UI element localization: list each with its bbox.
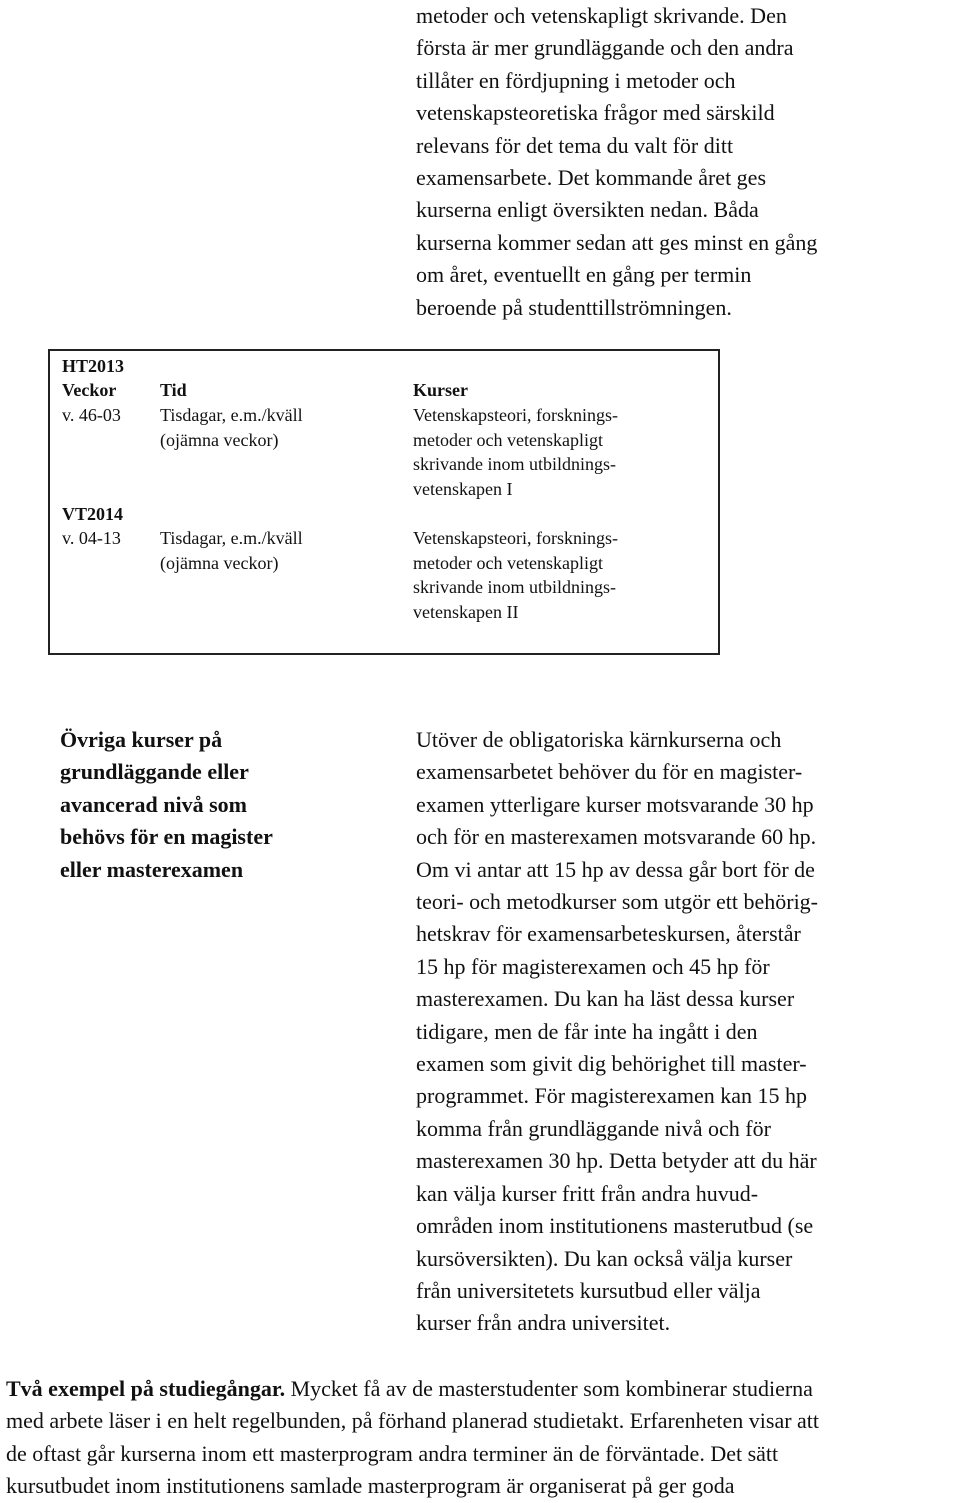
intro-line: kurserna enligt översikten nedan. Båda (416, 197, 759, 223)
intro-line: kurserna kommer sedan att ges minst en gång (416, 229, 818, 255)
row2-time-line: Tisdagar, e.m./kväll (160, 528, 303, 548)
row2-time (160, 526, 303, 575)
body-line: masterexamen 30 hp. Detta betyder att du här (416, 1148, 817, 1174)
body-line: hetskrav för examensarbeteskursen, återstår (416, 921, 801, 947)
row2-course-line: Vetenskapsteori, forsknings- (413, 528, 618, 548)
body-line: Om vi antar att 15 hp av dessa går bort för de (416, 856, 815, 882)
paragraph-lead: Två exempel på studiegångar. (6, 1376, 286, 1401)
body-line: examensarbetet behöver du för en magister- (416, 759, 803, 785)
paragraph-lead-rest: Mycket få av de masterstudenter som kombinerar studierna (285, 1376, 813, 1401)
paragraph-line: kursutbudet inom institutionens samlade masterprogram är organiserat på ger goda (6, 1473, 735, 1499)
body-line: och för en masterexamen motsvarande 60 hp. (416, 824, 817, 850)
intro-paragraph (416, 0, 936, 324)
heading-line: grundläggande eller (60, 759, 249, 785)
schedule-box (48, 349, 720, 655)
body-line: områden inom institutionens masterutbud (se (416, 1213, 814, 1239)
other-courses-heading (60, 724, 360, 886)
body-line: masterexamen. Du kan ha läst dessa kurser (416, 986, 795, 1012)
body-line: 15 hp för magisterexamen och 45 hp för (416, 953, 770, 979)
body-line: komma från grundläggande nivå och för (416, 1115, 771, 1141)
intro-line: om året, eventuellt en gång per termin (416, 262, 752, 288)
row1-course-line: metoder och vetenskapligt (413, 429, 603, 450)
body-line: kurser från andra universitet. (416, 1310, 671, 1336)
row1-time-line: Tisdagar, e.m./kväll (160, 405, 303, 425)
paragraph-line: med arbete läser i en helt regelbunden, på förhand planerad studietakt. Erfarenheten visar att (6, 1408, 820, 1434)
body-line: kan välja kurser fritt från andra huvud- (416, 1180, 759, 1206)
row2-course-line: skrivande inom utbildnings- (413, 577, 616, 597)
row2-course-line: metoder och vetenskapligt (413, 552, 603, 573)
row1-course-line: vetenskapen I (413, 478, 513, 499)
row1-time-note: (ojämna veckor) (160, 429, 279, 450)
intro-line: vetenskapsteoretiska frågor med särskild (416, 100, 775, 126)
other-courses-text (416, 724, 936, 1340)
intro-line: tillåter en fördjupning i metoder och (416, 67, 736, 93)
body-line: från universitetets kursutbud eller välja (416, 1277, 761, 1303)
row2-course-line: vetenskapen II (413, 601, 519, 622)
column-header-weeks: Veckor (62, 380, 117, 400)
intro-line: metoder och vetenskapligt skrivande. Den (416, 3, 787, 28)
study-paths-paragraph (6, 1373, 956, 1503)
body-line: examen som givit dig behörighet till master- (416, 1051, 807, 1077)
body-line: Utöver de obligatoriska kärnkurserna och (416, 727, 782, 752)
term-ht2013: HT2013 (62, 356, 125, 376)
row1-weeks: v. 46-03 (62, 405, 121, 425)
paragraph-line: de oftast går kurserna inom ett masterprogram andra terminer än de förväntade. Det sätt (6, 1440, 779, 1466)
intro-line: relevans för det tema du valt för ditt (416, 132, 734, 158)
row1-course-line: Vetenskapsteori, forsknings- (413, 405, 618, 425)
row2-time-note: (ojämna veckor) (160, 552, 279, 573)
row2-weeks: v. 04-13 (62, 528, 121, 548)
intro-line: beroende på studenttillströmningen. (416, 294, 732, 320)
intro-line: examensarbete. Det kommande året ges (416, 165, 767, 191)
row2-course (413, 526, 618, 624)
column-header-courses: Kurser (413, 380, 468, 400)
body-line: examen ytterligare kurser motsvarande 30 hp (416, 791, 814, 817)
heading-line: Övriga kurser på (60, 727, 223, 752)
intro-line: första är mer grundläggande och den andra (416, 35, 794, 61)
heading-line: avancerad nivå som (60, 791, 247, 817)
heading-line: behövs för en magister (60, 824, 273, 850)
body-line: programmet. För magisterexamen kan 15 hp (416, 1083, 808, 1109)
body-line: tidigare, men de får inte ha ingått i den (416, 1018, 758, 1044)
body-line: kursöversikten). Du kan också välja kurser (416, 1245, 793, 1271)
heading-line: eller masterexamen (60, 856, 244, 882)
row1-time (160, 403, 303, 452)
column-header-time: Tid (160, 380, 187, 400)
body-line: teori- och metodkurser som utgör ett behörig- (416, 889, 819, 915)
term-vt2014: VT2014 (62, 504, 124, 524)
paragraph-first-line (6, 1373, 956, 1405)
row1-course-line: skrivande inom utbildnings- (413, 454, 616, 474)
row1-course (413, 403, 618, 501)
